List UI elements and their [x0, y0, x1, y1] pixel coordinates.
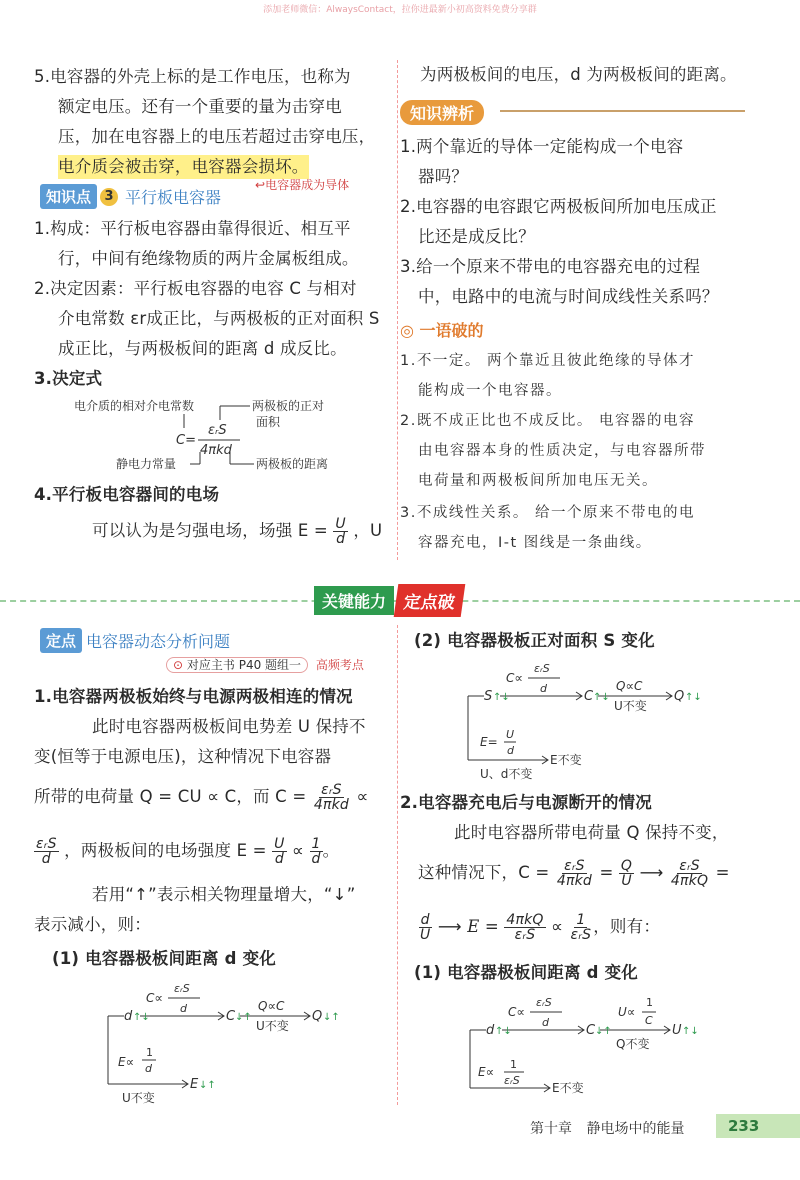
case-2-line1: 此时电容器所带电荷量 Q 保持不变， — [454, 823, 729, 842]
case-1-heading: 1.电容器两极板始终与电源两极相连的情况 — [34, 687, 353, 706]
d1-bottom: U不变 — [122, 1091, 155, 1105]
d3-q: Q不变 — [616, 1037, 650, 1051]
item-5-line3: 压，加在电容器上的电压若超过击穿电压， — [58, 127, 376, 146]
item-4-tail: ，U — [353, 521, 383, 540]
d3-mid: U∝ — [618, 1005, 636, 1019]
analysis-header — [400, 96, 745, 124]
answer-2-line1: 2.既不成正比也不成反比。 电容器的电容 — [400, 413, 695, 429]
answer-2-line2: 由电容器本身的性质决定，与电容器所带 — [418, 443, 706, 459]
knowledge-point-title: 平行板电容器 — [125, 188, 222, 207]
formula-main: C= — [176, 433, 196, 448]
d2-q: Q — [674, 689, 685, 704]
continued-text: 为两极板间的电压，d 为两极板间的距离。 — [420, 65, 737, 84]
d2-s: S — [484, 689, 493, 704]
d2-u: U不变 — [614, 699, 647, 713]
item-4-line1 — [92, 516, 382, 546]
target-icon: ◎ — [400, 321, 414, 340]
item-2-line1: 2.决定因素：平行板电容器的电容 C 与相对 — [34, 279, 357, 298]
column-divider-top — [397, 60, 398, 560]
question-3-line2: 中，电路中的电流与时间成线性关系吗？ — [418, 287, 719, 306]
capacitance-formula-diagram — [60, 396, 390, 480]
d2-top: C∝ — [506, 671, 523, 685]
d2-bottom: U、d不变 — [480, 767, 533, 781]
d1-c: C — [226, 1009, 236, 1024]
focus-badge: 定点 — [40, 628, 82, 653]
formula-label-d: 两极板的距离 — [256, 457, 329, 471]
item-5-line4: 电介质会被击穿，电容器会损坏。 — [58, 155, 309, 179]
case-2-line2: 这种情况下，C = $\frac{\text{εᵣS}}{\text{4πkd}}$ = $\frac{Q}{U}$ ⟶ $\frac{\text{εᵣS}}{\text{4πkQ}}$ = — [418, 858, 730, 889]
column-divider-bottom — [397, 625, 398, 1105]
case-1-fraction3: $\frac{U}{d}$ — [274, 836, 285, 867]
d3-mid-num: 1 — [646, 996, 653, 1009]
watermark: 添加老师微信：AlwaysContact，拉你进最新小初高资料免费分享群 — [263, 5, 537, 15]
item-2-line3: 成正比，与两极板间的距离 d 成反比。 — [58, 339, 347, 358]
margin-note: ↩电容器成为导体 — [255, 178, 350, 192]
d2-e2: E不变 — [550, 753, 582, 767]
case-1-fraction: $\frac{\text{εᵣS}}{\text{4πkd}}$ — [313, 782, 349, 813]
formula-label-area2: 面积 — [256, 415, 281, 429]
case-2-frac-a: $\frac{\text{εᵣS}}{\text{4πkd}}$ — [556, 858, 592, 889]
focus-header — [40, 628, 230, 653]
reference-row — [166, 656, 364, 673]
d3-e-den: εᵣS — [504, 1074, 520, 1087]
d2-q-arrows: ↑↓ — [685, 692, 702, 703]
item-2-line2: 介电常数 εr成正比，与两极板的正对面积 S — [58, 309, 380, 328]
page-number: 233 — [716, 1114, 800, 1138]
d3-top-den: d — [542, 1016, 549, 1029]
case-1-line3 — [34, 782, 368, 812]
d1-c-arrows: ↓↑ — [235, 1012, 252, 1023]
note-arrow-icon: ↩ — [255, 178, 266, 192]
item-1-line1: 1.构成：平行板电容器由靠得很近、相互平 — [34, 219, 351, 238]
d2-e-den: d — [507, 744, 514, 757]
d1-e: E∝ — [118, 1055, 135, 1069]
item-4-text: 可以认为是匀强电场，场强 E = — [92, 521, 328, 540]
diagram-3 — [462, 990, 722, 1110]
d2-s-arrows: ↑↓ — [493, 692, 510, 703]
case-1-fraction2: $\frac{\text{εᵣS}}{d}$ — [36, 836, 57, 867]
field-fraction: $\frac{U}{d}$ — [335, 516, 346, 547]
case-1-line4: $\frac{\text{εᵣS}}{d}$ ，两极板间的电场强度 E = $\frac{U}{d}$ ∝ $\frac{1}{d}$ 。 — [36, 836, 340, 867]
d1-e-num: 1 — [146, 1046, 153, 1059]
case-1-line2: 变(恒等于电源电压)，这种情况下电容器 — [34, 747, 332, 766]
d2-c-arrows: ↑↓ — [593, 692, 610, 703]
answer-3-line1: 3.不成线性关系。 给一个原来不带电的电 — [400, 505, 695, 521]
footer-chapter: 第十章 — [530, 1121, 572, 1137]
case-2-frac-e: $\frac{\text{4πkQ}}{\text{εᵣS}}$ — [506, 912, 544, 943]
d3-e-num: 1 — [510, 1058, 517, 1071]
case-2-frac-b: $\frac{Q}{U}$ — [620, 858, 633, 889]
case-1-sub: (1) 电容器极板间距离 d 变化 — [52, 949, 277, 968]
answer-header — [400, 318, 484, 341]
d1-d: d — [124, 1009, 133, 1024]
d1-top-num: εᵣS — [174, 982, 190, 995]
case-2-heading: 2.电容器充电后与电源断开的情况 — [400, 793, 652, 812]
knowledge-point-number: 3 — [100, 188, 118, 206]
clock-icon: ⊙ — [173, 658, 184, 672]
case-2-frac-c: $\frac{\text{εᵣS}}{\text{4πkQ}}$ — [670, 858, 709, 889]
case-1-line4-text: ，两极板间的电场强度 E = — [64, 841, 267, 860]
d1-e-den: d — [145, 1062, 152, 1075]
footer-title: 静电场中的能量 — [586, 1121, 685, 1137]
d3-u-arrows: ↑↓ — [682, 1026, 699, 1037]
analysis-title: 知识辨析 — [400, 100, 484, 125]
d3-e2: E不变 — [552, 1081, 584, 1095]
d1-mid: Q∝C — [258, 999, 285, 1013]
item-4-heading: 4.平行板电容器间的电场 — [34, 485, 220, 504]
d2-mid: Q∝C — [616, 679, 643, 693]
d1-q-arrows: ↓↑ — [323, 1012, 340, 1023]
prop-symbol-2: ∝ — [292, 841, 305, 860]
d3-c: C — [586, 1023, 596, 1038]
item-3-heading: 3.决定式 — [34, 369, 103, 388]
case-1-sub2: (2) 电容器极板正对面积 S 变化 — [414, 631, 655, 650]
d3-top: C∝ — [508, 1005, 525, 1019]
answer-1-line1: 1.不一定。 两个靠近且彼此绝缘的导体才 — [400, 353, 695, 369]
d3-mid-den: C — [645, 1014, 653, 1027]
case-2-frac-d: $\frac{d}{U}$ — [420, 912, 431, 943]
case-2-line3-text: ，则有： — [593, 917, 661, 936]
answer-title: 一语破的 — [419, 321, 484, 340]
d1-e-end-arrows: ↓↑ — [199, 1080, 216, 1091]
case-1-fraction4: $\frac{1}{d}$ — [311, 836, 321, 867]
footer — [530, 1118, 684, 1138]
d3-e: E∝ — [478, 1065, 495, 1079]
formula-numerator: εᵣS — [208, 423, 227, 438]
answer-1-line2: 能构成一个电容器。 — [418, 383, 562, 399]
banner-right: 定点破 — [394, 584, 466, 617]
d2-e: E= — [480, 735, 498, 749]
question-2-line1: 2.电容器的电容跟它两极板间所加电压成正 — [400, 197, 717, 216]
d1-d-arrows: ↑↓ — [133, 1012, 150, 1023]
d3-d: d — [486, 1023, 495, 1038]
formula-denominator: 4πkd — [200, 443, 232, 458]
formula-label-area: 两极板的正对 — [252, 399, 325, 413]
d3-d-arrows: ↑↓ — [495, 1026, 512, 1037]
diagram-2 — [460, 656, 720, 786]
d1-top: C∝ — [146, 991, 163, 1005]
formula-label-dielectric: 电介质的相对介电常数 — [74, 399, 195, 413]
d3-c-arrows: ↓↑ — [595, 1026, 612, 1037]
analysis-rule — [500, 110, 745, 112]
prop-symbol: ∝ — [356, 787, 369, 806]
banner-left: 关键能力 — [314, 586, 394, 615]
case-2-frac-f: $\frac{1}{\text{εᵣS}}$ — [570, 912, 592, 943]
item-5-line1: 5.电容器的外壳上标的是工作电压，也称为 — [34, 67, 351, 86]
question-3-line1: 3.给一个原来不带电的电容器充电的过程 — [400, 257, 701, 276]
diagram-1 — [96, 976, 356, 1106]
knowledge-point-badge: 知识点 — [40, 184, 97, 209]
case-2-line2-text: 这种情况下，C = — [418, 863, 550, 882]
question-1-line2: 器吗？ — [418, 167, 469, 186]
d2-e-num: U — [506, 728, 515, 741]
answer-2-line3: 电荷量和两极板间所加电压无关。 — [418, 473, 658, 489]
frequency-tag: 高频考点 — [315, 658, 364, 672]
case-1-line1: 此时电容器两极板间电势差 U 保持不 — [92, 717, 366, 736]
case-2-line3: $\frac{d}{U}$ ⟶ E = $\frac{\text{4πkQ}}{\text{εᵣS}}$ ∝ $\frac{1}{\text{εᵣS}}$ ，则有： — [420, 912, 661, 943]
d2-top-num: εᵣS — [534, 662, 550, 675]
d3-top-num: εᵣS — [536, 996, 552, 1009]
d1-u: U不变 — [256, 1019, 289, 1033]
d1-e-end: E — [190, 1077, 199, 1092]
reference-tag: ⊙ 对应主书 P40 题组一 — [166, 657, 308, 673]
formula-label-k: 静电力常量 — [116, 457, 177, 471]
d3-u: U — [672, 1023, 682, 1038]
question-1-line1: 1.两个靠近的导体一定能构成一个电容 — [400, 137, 684, 156]
d1-q: Q — [312, 1009, 323, 1024]
focus-title: 电容器动态分析问题 — [86, 632, 231, 651]
case-1-line5: 若用“↑”表示相关物理量增大，“↓” — [92, 885, 356, 904]
knowledge-point-header — [40, 184, 221, 209]
case-1-line3-text: 所带的电荷量 Q = CU ∝ C，而 C = — [34, 787, 307, 806]
item-1-line2: 行，中间有绝缘物质的两片金属板组成。 — [58, 249, 359, 268]
d2-top-den: d — [540, 682, 547, 695]
question-2-line2: 比还是成反比？ — [418, 227, 535, 246]
answer-3-line2: 容器充电，I-t 图线是一条曲线。 — [418, 535, 652, 551]
d1-top-den: d — [180, 1002, 187, 1015]
case-2-sub: (1) 电容器极板间距离 d 变化 — [414, 963, 639, 982]
item-5-line2: 额定电压。还有一个重要的量为击穿电 — [58, 97, 342, 116]
section-banner — [0, 586, 800, 616]
case-1-line6: 表示减小，则： — [34, 915, 151, 934]
d2-c: C — [584, 689, 594, 704]
